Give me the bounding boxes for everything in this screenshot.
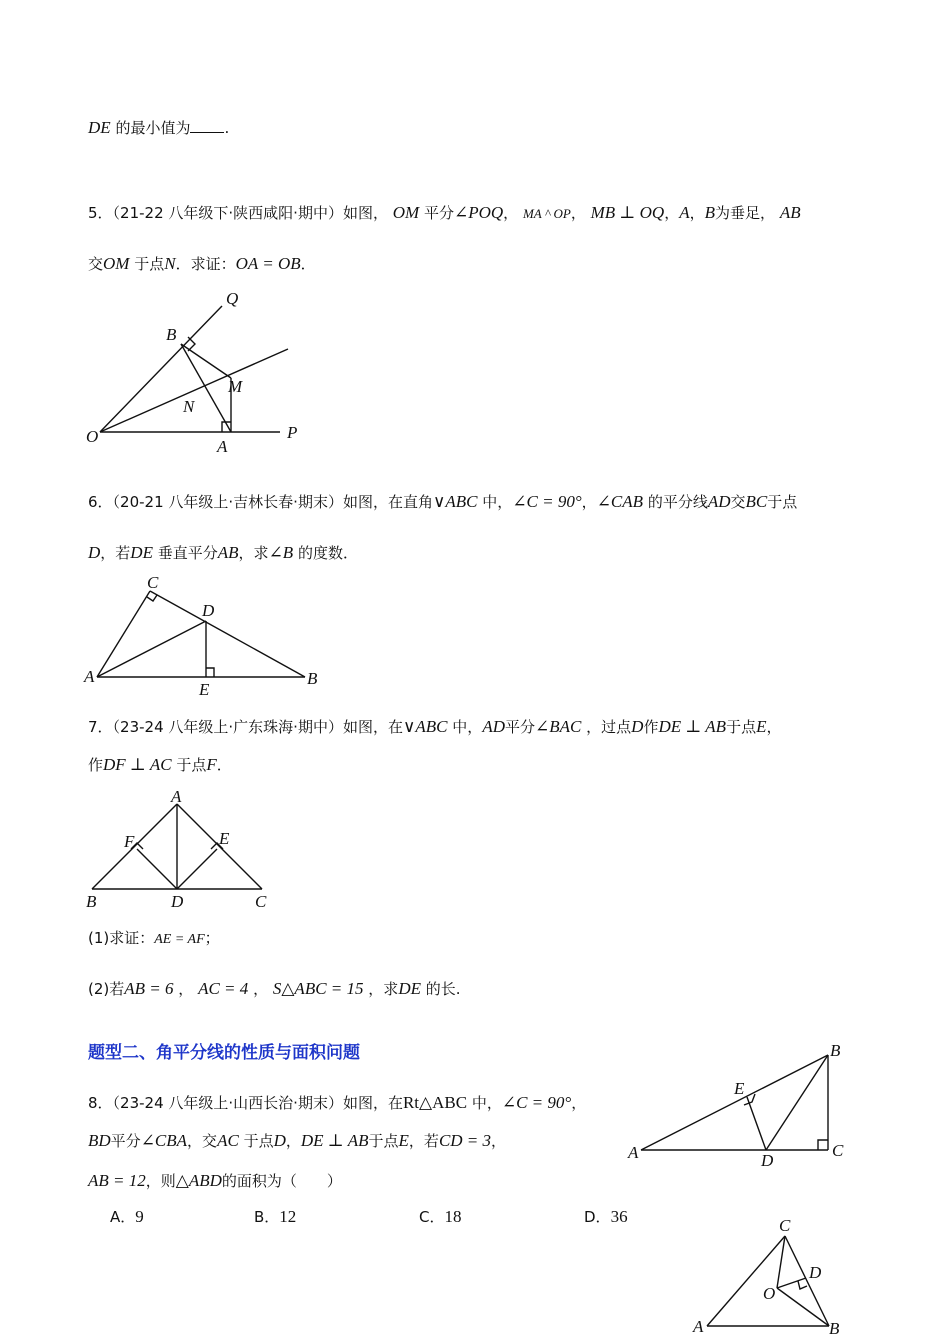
text: ， [253,980,269,998]
text: 作 [88,756,104,774]
math: A [679,203,690,222]
math: DE [130,543,153,562]
right-angle-d [798,1281,807,1289]
math: D [88,543,101,562]
text: 中， [471,1094,502,1112]
math: AD [707,492,731,511]
label-p: P [287,423,298,442]
q8-number: 8． [88,1094,113,1112]
math: ∨ABC [432,492,478,511]
text: ，则 [145,1172,176,1190]
label-n: N [183,397,195,416]
math: Rt△ABC [402,1093,468,1112]
label-c: C [255,892,267,911]
text: ， [689,204,705,222]
text: 于点 [134,255,165,273]
math: AB = 6 [124,979,174,998]
q5-source: （21-22 八年级下·陕西咸阳·期中）如图， [112,204,388,222]
text: 垂直平分 [157,544,218,562]
math: S△ABC = 15 [272,979,364,998]
q7-source: （23-24 八年级上·广东珠海·期中）如图，在 [112,718,403,736]
label-b: B [86,892,97,911]
math: AD [482,717,505,736]
text: ． [300,255,316,273]
text: 的平分线 [647,493,708,511]
label-o: O [86,427,99,446]
text: 平分 [110,1132,141,1150]
option-label: A． [110,1208,136,1226]
math: △ABD [175,1171,222,1190]
part2-label: (2)若 [88,980,125,998]
q4-math-de: DE [88,118,111,137]
segment-od [777,1278,806,1288]
segment-cb [785,1236,829,1326]
math: AE = AF [154,932,205,947]
text: ， [285,1132,301,1150]
math: ∠C = 90° [501,1093,572,1112]
text: 为垂足， [715,204,776,222]
math: AC = 4 [198,979,249,998]
math: BD [88,1131,111,1150]
text: ， [503,204,519,222]
math: D [273,1131,286,1150]
text: ， [491,1132,507,1150]
q6-number: 6． [88,493,113,511]
q5-number: 5． [88,204,113,222]
text: ． [216,756,232,774]
option-value: 9 [135,1207,144,1226]
text: ．求证： [175,255,236,273]
option-label: C． [419,1208,445,1226]
label-a: A [217,437,228,456]
label-q: Q [226,289,239,308]
math: E [398,1131,409,1150]
label-e: E [734,1079,745,1098]
label-c: C [779,1216,791,1235]
text: ，交 [187,1132,218,1150]
math: DE ⊥ AB [658,717,727,736]
math: AB [217,543,239,562]
math: OA = OB [235,254,301,273]
option-value: 36 [610,1207,628,1226]
math: ∠CAB [596,492,644,511]
math: F [206,755,217,774]
text: 作 [643,718,659,736]
text: 交 [88,255,104,273]
option-value: 18 [444,1207,462,1226]
label-d: D [171,892,184,911]
q8-source: （23-24 八年级上·山西长治·期末）如图，在 [112,1094,403,1112]
option-value: 12 [279,1207,297,1226]
math: OM [392,203,420,222]
label-d: D [202,601,215,620]
math: D [631,717,644,736]
text: 的度数． [297,544,358,562]
text: ， [570,204,586,222]
segment-ob [777,1288,829,1326]
section-heading: 题型二、角平分线的性质与面积问题 [88,1043,360,1063]
label-m: M [228,377,243,396]
label-b: B [307,669,318,688]
text: 于点 [243,1132,274,1150]
option-label: B． [254,1208,280,1226]
text: ， [581,493,597,511]
math: DE ⊥ AB [300,1131,369,1150]
label-a: A [171,787,182,806]
math: DE [398,979,421,998]
label-a: A [84,667,95,686]
text: ， [766,718,782,736]
text: 的面积为（ ） [221,1172,342,1190]
math: MB ⊥ OQ [590,203,665,222]
text: 中， [452,718,483,736]
math: ∠BAC [535,717,582,736]
text: ， [664,204,680,222]
text: ，若 [100,544,131,562]
label-b: B [830,1041,841,1060]
text: ，若 [408,1132,439,1150]
label-c: C [832,1141,844,1160]
math: MA ^ OP [522,206,571,221]
text: ， [178,980,194,998]
q6-source: （20-21 八年级上·吉林长春·期末）如图，在直角 [112,493,433,511]
label-o: O [763,1284,776,1303]
math: E [756,717,767,736]
math: DF ⊥ AC [103,755,172,774]
label-b: B [829,1319,840,1338]
text: ，求 [368,980,399,998]
math: OM [103,254,130,273]
math: N [164,254,176,273]
text: 中， [482,493,513,511]
text: 于点 [176,756,207,774]
math: ∨ABC [402,717,448,736]
math: CD = 3 [438,1131,492,1150]
text: 平分 [504,718,535,736]
label-d: D [809,1263,822,1282]
label-e: E [199,680,210,699]
text: 于点 [767,493,798,511]
segment-ac [707,1236,785,1326]
math: ∠CBA [140,1131,188,1150]
label-a: A [628,1143,639,1162]
text: ； [204,929,220,947]
text: 平分 [423,204,454,222]
math: AB = 12 [88,1171,146,1190]
math: AB [779,203,801,222]
math: ∠C = 90° [512,492,582,511]
math: BC [745,492,768,511]
math: AC [217,1131,239,1150]
label-d: D [761,1151,774,1170]
option-label: D． [584,1208,611,1226]
q7-number: 7． [88,718,113,736]
text: ，求 [238,544,269,562]
text: ， [571,1094,587,1112]
math: ∠POQ [453,203,504,222]
q4-end: . [224,119,230,137]
text: 于点 [368,1132,399,1150]
part1-label: (1)求证： [88,929,155,947]
label-c: C [147,573,159,592]
label-b: B [166,325,177,344]
math: B [704,203,716,222]
label-e: E [219,829,230,848]
text: 的长. [425,980,461,998]
text: 于点 [726,718,757,736]
text: ，过点 [586,718,632,736]
math: ∠B [268,543,294,562]
label-a: A [693,1317,704,1336]
q4-text: 的最小值为 [115,119,191,137]
text: 交 [730,493,746,511]
label-f: F [124,832,135,851]
